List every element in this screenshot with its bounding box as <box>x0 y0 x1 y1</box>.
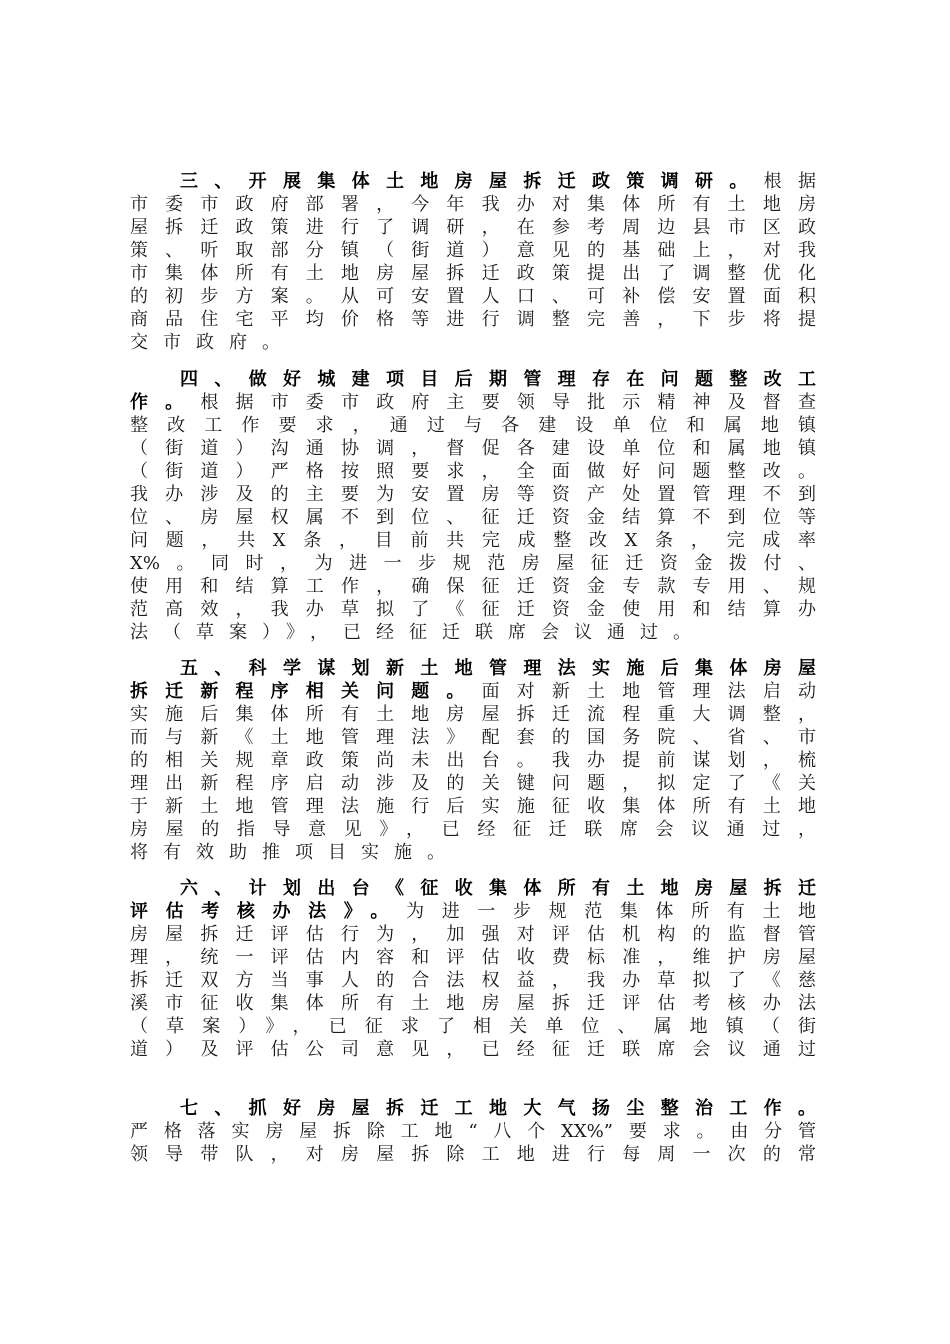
section-5-line-7: 于新土地管理法施行后实施征收集体所有土地 <box>130 796 816 817</box>
section-3-line-5: 市集体所有土地房屋拆迁政策提出了调整优化 <box>130 263 816 284</box>
section-6-line-1: 六、计划出台《征收集体所有土地房屋拆迁 <box>180 878 816 899</box>
section-5-line-4: 而与新《土地管理法》配套的国务院、省、市 <box>130 727 816 748</box>
section-4-line-7: 位、房屋权属不到位、征迁资金结算不到位等 <box>130 507 816 528</box>
section-5-line-6: 理出新程序启动涉及的关键问题，拟定了《关 <box>130 773 816 794</box>
section-6-line-6: 溪市征收集体所有土地房屋拆迁评估考核办法 <box>130 993 816 1014</box>
section-7-line-3: 领导带队，对房屋拆除工地进行每周一次的常 <box>130 1144 816 1165</box>
section-5-line-9: 将有效助推项目实施。 <box>130 842 460 863</box>
section-3-line-7: 商品住宅平均价格等进行调整完善，下步将提 <box>130 309 816 330</box>
section-5-line-3: 实施后集体所有土地房屋拆迁流程重大调整， <box>130 704 816 725</box>
section-4-line-4: （街道）沟通协调，督促各建设单位和属地镇 <box>130 438 816 459</box>
section-6-line-8: 道）及评估公司意见，已经征迁联席会议通过 <box>130 1039 816 1060</box>
section-6-line-7: （草案）》，已征求了相关单位、属地镇（街 <box>130 1016 816 1037</box>
section-3-line-3: 屋拆迁政策进行了调研，在参考周边县市区政 <box>130 217 816 238</box>
section-4-line-2: 作。根据市委市政府主要领导批示精神及督查 <box>130 392 816 413</box>
section-6-line-4: 理，统一评估内容和评估收费标准，维护房屋 <box>130 947 816 968</box>
section-3-line-8: 交市政府。 <box>130 332 295 353</box>
section-4-line-3: 整改工作要求，通过与各建设单位和属地镇 <box>130 415 816 436</box>
section-5-line-8: 房屋的指导意见》，已经征迁联席会议通过， <box>130 819 816 840</box>
section-3-line-1: 三、开展集体土地房屋拆迁政策调研。根据 <box>180 171 816 192</box>
section-3-line-6: 的初步方案。从可安置人口、可补偿安置面积 <box>130 286 816 307</box>
section-4-line-11: 范高效，我办草拟了《征迁资金使用和结算办 <box>130 599 816 620</box>
section-6-line-2: 评估考核办法》。为进一步规范集体所有土地 <box>130 901 816 922</box>
section-4-line-6: 我办涉及的主要为安置房等资产处置管理不到 <box>130 484 816 505</box>
section-5-line-5: 的相关规章政策尚未出台。我办提前谋划，梳 <box>130 750 816 771</box>
section-5-line-2: 拆迁新程序相关问题。面对新土地管理法启动 <box>130 681 816 702</box>
section-3-line-2: 市委市政府部署，今年我办对集体所有土地房 <box>130 194 816 215</box>
section-4-line-8: 问题，共X条，目前共完成整改X条，完成率 <box>130 530 816 551</box>
section-6-line-3: 房屋拆迁评估行为，加强对评估机构的监督管 <box>130 924 816 945</box>
section-4-line-1: 四、做好城建项目后期管理存在问题整改工 <box>180 369 816 390</box>
section-5-line-1: 五、科学谋划新土地管理法实施后集体房屋 <box>180 658 816 679</box>
section-7-line-2: 严格落实房屋拆除工地“八个XX%”要求。由分管 <box>130 1121 816 1142</box>
section-3-line-4: 策、听取部分镇（街道）意见的基础上，对我 <box>130 240 816 261</box>
section-4-line-5: （街道）严格按照要求，全面做好问题整改。 <box>130 461 816 482</box>
section-7-line-1: 七、抓好房屋拆迁工地大气扬尘整治工作。 <box>180 1098 816 1119</box>
section-4-line-10: 使用和结算工作，确保征迁资金专款专用、规 <box>130 576 816 597</box>
section-4-line-9: X%。同时，为进一步规范房屋征迁资金拨付、 <box>130 553 816 574</box>
section-6-line-5: 拆迁双方当事人的合法权益，我办草拟了《慈 <box>130 970 816 991</box>
section-4-line-12: 法（草案）》，已经征迁联席会议通过。 <box>130 622 706 643</box>
